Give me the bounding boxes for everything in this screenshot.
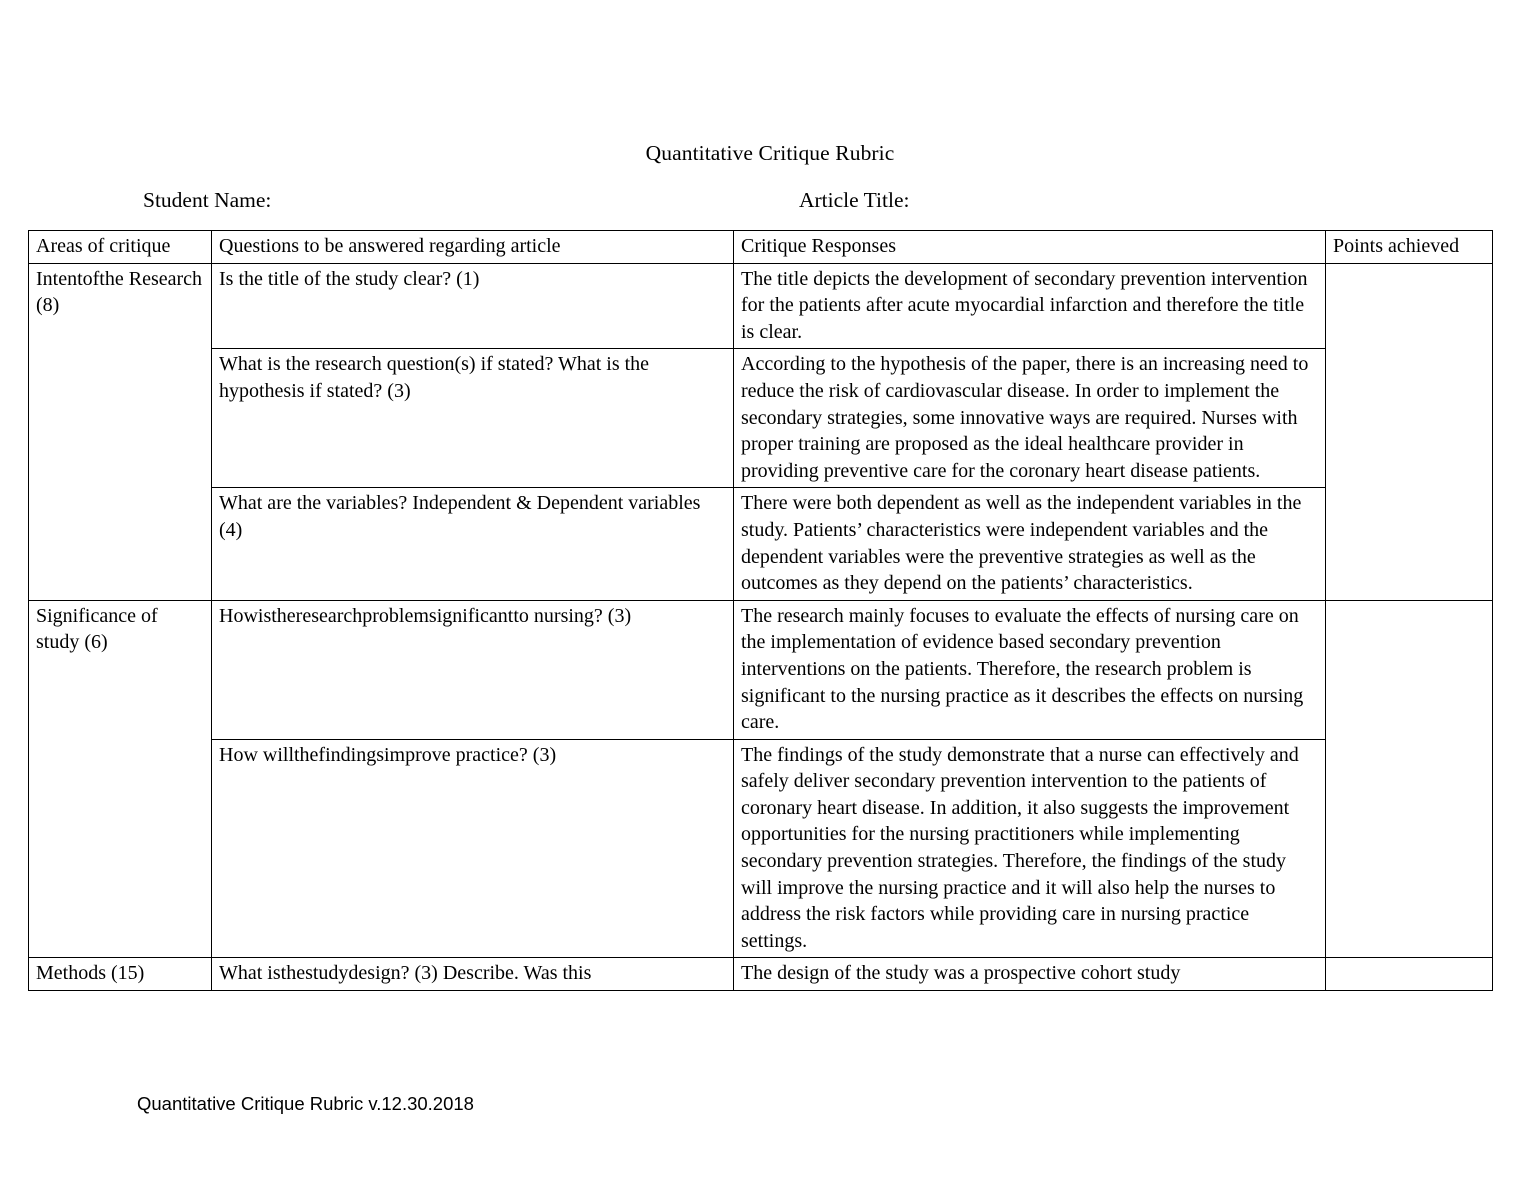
points-achieved-cell[interactable]: [1326, 958, 1493, 991]
question-cell: What is the research question(s) if stated? What is the hypothesis if stated? (3): [212, 349, 734, 488]
points-achieved-cell[interactable]: [1326, 600, 1493, 958]
question-cell: What are the variables? Independent & Dependent variables (4): [212, 488, 734, 600]
area-of-critique-cell: Methods (15): [29, 958, 212, 991]
question-cell: How willthefindingsimprove practice? (3): [212, 739, 734, 958]
area-of-critique-cell: Significance of study (6): [29, 600, 212, 958]
critique-response-cell[interactable]: The title depicts the development of secondary prevention intervention for the patients after acute myocardial infarction and therefore the title is clear.: [734, 263, 1326, 349]
critique-response-cell[interactable]: According to the hypothesis of the paper, there is an increasing need to reduce the risk of cardiovascular disease. In order to implement the secondary strategies, some innovative ways are required. Nurses with proper training are proposed as the ideal healthcare provider in providing preventive care for the coronary heart disease patients.: [734, 349, 1326, 488]
table-row: [29, 739, 1493, 958]
question-cell: Howistheresearchproblemsignificantto nursing? (3): [212, 600, 734, 739]
rubric-table: [28, 230, 1493, 991]
table-row: [29, 958, 1493, 991]
header-critique-responses: Critique Responses: [734, 231, 1326, 264]
header-areas-of-critique: Areas of critique: [29, 231, 212, 264]
critique-response-cell[interactable]: The research mainly focuses to evaluate the effects of nursing care on the implementation of evidence based secondary prevention interventions on the patients. Therefore, the research problem is significant to the nursing practice as it describes the effects on nursing care.: [734, 600, 1326, 739]
table-row: [29, 263, 1493, 349]
footer-text: Quantitative Critique Rubric v.12.30.2018: [137, 1093, 474, 1114]
table-row: [29, 349, 1493, 488]
table-row: [29, 600, 1493, 739]
area-of-critique-cell: Intentofthe Research (8): [29, 263, 212, 600]
article-title-label: Article Title:: [799, 188, 910, 212]
header-questions: Questions to be answered regarding article: [212, 231, 734, 264]
points-achieved-cell[interactable]: [1326, 263, 1493, 600]
question-cell: What isthestudydesign? (3) Describe. Was this: [212, 958, 734, 991]
critique-response-cell[interactable]: There were both dependent as well as the independent variables in the study. Patients’ characteristics were independent variables and the dependent variables were the preventive strategies as well as the outcomes as they depend on the patients’ characteristics.: [734, 488, 1326, 600]
critique-response-cell[interactable]: The design of the study was a prospective cohort study: [734, 958, 1326, 991]
table-row: [29, 488, 1493, 600]
student-name-label: Student Name:: [143, 188, 272, 212]
page-title: Quantitative Critique Rubric: [645, 141, 895, 165]
header-points-achieved: Points achieved: [1326, 231, 1493, 264]
question-cell: Is the title of the study clear? (1): [212, 263, 734, 349]
meta-row: [0, 186, 1540, 216]
critique-response-cell[interactable]: The findings of the study demonstrate that a nurse can effectively and safely deliver secondary prevention intervention to the patients of coronary heart disease. In addition, it also suggests the improvement opportunities for the nursing practitioners while implementing secondary prevention strategies. Therefore, the findings of the study will improve the nursing practice and it will also help the nurses to address the risk factors while providing care in nursing practice settings.: [734, 739, 1326, 958]
table-header-row: [29, 231, 1493, 264]
